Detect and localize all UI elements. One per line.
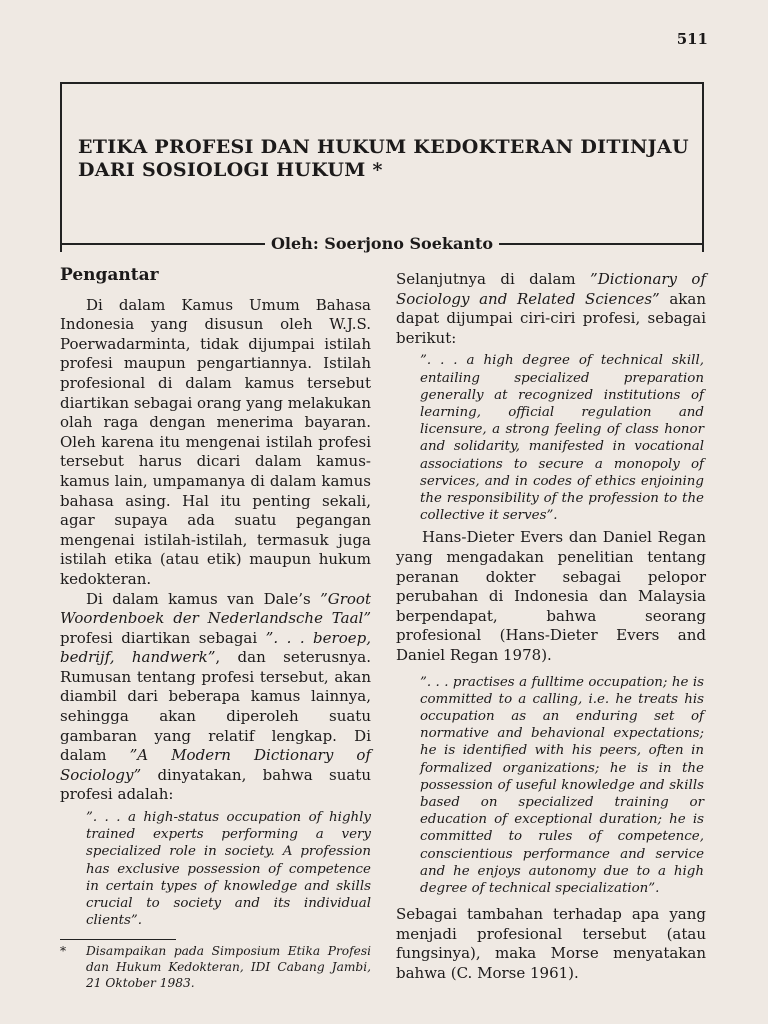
author-rule-right (499, 243, 704, 245)
italic-quote: ”. . . beroep, bedrijf, handwerk” (60, 628, 371, 667)
paragraph (60, 590, 371, 806)
author-line (60, 234, 704, 253)
author-rule-left (60, 243, 265, 245)
footnote-rule (60, 939, 176, 940)
paragraph: Di dalam Kamus Umum Bahasa Indonesia yang disusun oleh W.J.S. Poerwadarminta, tidak dijumpai istilah profesi maupun pengartiannya. Istilah profesional di dalam kamus tersebut diartikan sebagai orang yang melakukan olah raga dengan menerima bayaran. Oleh karena itu mengenai istilah profesi tersebut harus dicari dalam kamus-kamus lain, umpamanya di dalam kamus bahasa asing. Hal itu penting sekali, agar supaya ada suatu pegangan mengenai istilah-istilah, termasuk juga istilah etika (atau etik) maupun hukum kedokteran. (60, 295, 371, 588)
footnote-mark: * (60, 944, 67, 959)
author-name: Oleh: Soerjono Soekanto (270, 234, 494, 253)
italic-title: ”Groot Woordenboek der Nederlandsche Taal” (60, 589, 371, 628)
italic-title: ”A Modern Dictionary of Sociology” (60, 746, 371, 784)
text-span: , dan seterusnya. Rumusan tentang profesi tersebut, akan diambil dari beberapa kamus lainnya, sehingga akan diperoleh suatu gambaran yang relatif lengkap. Di dalam (60, 648, 371, 765)
title-box (60, 82, 704, 252)
footnote-text: Disampaikan pada Simposium Etika Profesi dan Hukum Kedokteran, IDI Cabang Jambi, 21 Oktober 1983. (86, 944, 371, 990)
text-span: profesi diartikan sebagai (60, 628, 266, 647)
text-span: akan dapat dijumpai ciri-ciri profesi, sebagai berikut: (396, 289, 706, 347)
footnote (60, 944, 371, 991)
paragraph (396, 270, 706, 348)
text-span: Selanjutnya di dalam (396, 270, 591, 288)
page-number: 511 (676, 30, 708, 48)
block-quote: ”. . . practises a fulltime occupation; he is committed to a calling, i.e. he treats his occupation as an enduring set of normative and behavional expectations; he is identified with his peers, often in formalized organizations; he is in the possession of useful knowledge and skills based on specialized training or education of exceptional duration; he is committed to rules of competence, conscientious performance and service and he enjoys autonomy due to a high degree of technical specialization”. (420, 674, 704, 896)
article-title: ETIKA PROFESI DAN HUKUM KEDOKTERAN DITINJAU DARI SOSIOLOGI HUKUM * (78, 136, 689, 181)
paragraph: Hans-Dieter Evers dan Daniel Regan yang mengadakan penelitian tentang peranan dokter sebagai pelopor perubahan di Indonesia dan Malaysia berpendapat, bahwa seorang profesional (Hans-Dieter Evers and Daniel Regan 1978). (396, 528, 706, 664)
text-span: Di dalam kamus van Dale’s (86, 589, 321, 608)
block-quote: ”. . . a high degree of technical skill, entailing specialized preparation generally at recognized institutions of learning, official regulation and licensure, a strong feeling of class honor and solidarity, manifested in vocational associations to secure a monopoly of services, and in codes of ethics enjoining the responsibility of the profession to the collective it serves”. (420, 353, 704, 524)
text-span: dinyatakan, bahwa suatu profesi adalah: (60, 765, 371, 804)
left-column (60, 266, 371, 991)
right-column (396, 270, 706, 984)
paragraph: Sebagai tambahan terhadap apa yang menjadi profesional tersebut (atau fungsinya), maka Morse menyatakan bahwa (C. Morse 1961). (396, 905, 706, 982)
italic-title: ”Dictionary of Sociology and Related Sciences” (396, 270, 706, 308)
section-heading: Pengantar (60, 265, 159, 285)
block-quote: ”. . . a high-status occupation of highly trained experts performing a very specialized role in society. A profession has exclusive possession of competence in certain types of knowledge and skills crucial to society and its individual clients”. (86, 810, 371, 929)
